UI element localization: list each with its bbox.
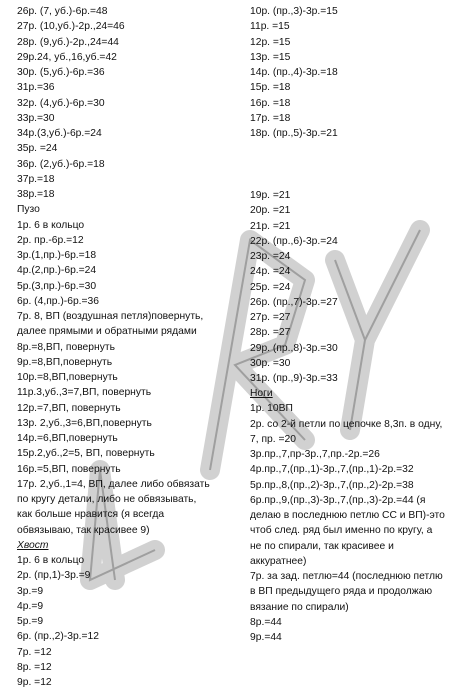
pattern-line: 4р.(2,пр.)-6р.=24 <box>17 265 97 277</box>
pattern-line: 35р. =24 <box>17 143 58 155</box>
pattern-line: 1р. 6 в кольцо <box>17 555 85 566</box>
pattern-line: 6р. (пр.,2)-3р.=12 <box>17 631 99 643</box>
pattern-line: 26р. (пр.,7)-3р.=27 <box>250 296 338 308</box>
pattern-line: 38р.=18 <box>17 189 55 200</box>
pattern-line: 13р. 2,уб.,3=6,ВП,повернуть <box>17 417 152 429</box>
pattern-line: 7р. =12 <box>17 646 52 658</box>
pattern-line: 2р. со 2-й петли по цепочке 8,3п. в одну, <box>250 418 443 430</box>
pattern-line: обвязываю, так красивее 9) <box>17 524 150 536</box>
pattern-line: 16р. =18 <box>250 97 291 109</box>
pattern-line: 32р. (4,уб.)-6р.=30 <box>17 97 105 109</box>
pattern-line: 18р. (пр.,5)-3р.=21 <box>250 128 338 139</box>
pattern-line: 17р. =18 <box>250 112 291 124</box>
pattern-line: 17р. 2,уб.,1=4, ВП, далее либо обвязать <box>17 478 210 490</box>
right-column-top <box>250 4 472 141</box>
pattern-line: 8р.=44 <box>250 616 282 628</box>
pattern-line: 6р.пр.,9,(пр.,3)-3р.,7,(пр.,3)-2р.=44 (я <box>250 494 426 506</box>
pattern-line: 4р.=9 <box>17 600 44 612</box>
pattern-line: 1р. 10ВП <box>250 403 293 415</box>
pattern-line: 5р.=9 <box>17 616 44 627</box>
pattern-line: 7р. 8, ВП (воздушная петля)повернуть, <box>17 311 204 322</box>
pattern-line: 3р.(1,пр.)-6р.=18 <box>17 250 97 261</box>
pattern-line: 10р. (пр.,3)-3р.=15 <box>250 6 338 17</box>
pattern-line: 29р. (пр.,8)-3р.=30 <box>250 342 338 354</box>
pattern-line: 9р.=44 <box>250 632 282 643</box>
pattern-line: 9р.=8,ВП,повернуть <box>17 356 113 368</box>
pattern-line: 10р.=8,ВП,повернуть <box>17 372 118 383</box>
pattern-line: 19р. =21 <box>250 190 291 201</box>
pattern-line: 26р. (7, уб.)-6р.=48 <box>17 6 108 17</box>
pattern-line: 36р. (2,уб.)-6р.=18 <box>17 158 105 170</box>
pattern-line: 21р. =21 <box>250 220 291 232</box>
pattern-line: 14р.=6,ВП,повернуть <box>17 433 118 444</box>
right-column-middle <box>250 188 472 386</box>
pattern-line: 13р. =15 <box>250 51 291 63</box>
pattern-line: 8р.=8,ВП, повернуть <box>17 341 115 353</box>
pattern-line: 7р. за зад. петлю=44 (последнюю петлю <box>250 571 443 582</box>
pattern-line: 5р.пр.,8,(пр.,2)-3р.,7,(пр.,2)-2р.=38 <box>250 479 414 491</box>
pattern-line: далее прямыми и обратными рядами <box>17 326 197 338</box>
pattern-line: 12р. =15 <box>250 36 291 48</box>
pattern-line: 20р. =21 <box>250 205 291 217</box>
pattern-line: аккуратнее) <box>250 555 307 567</box>
pattern-line: 25р. =24 <box>250 281 291 293</box>
pattern-line: 7, пр. =20 <box>250 433 296 445</box>
pattern-line: 30р. (5,уб.)-6р.=36 <box>17 67 105 78</box>
pattern-line: не по спирали, так красивее и <box>250 540 394 552</box>
pattern-line: 23р. =24 <box>250 251 291 262</box>
pattern-line: 6р. (4,пр.)-6р.=36 <box>17 295 99 307</box>
pattern-line: 5р.(3,пр.)-6р.=30 <box>17 280 97 292</box>
pattern-line: 3р.пр.,7,пр-3р.,7,пр.-2р.=26 <box>250 449 380 460</box>
right-column-bottom <box>250 386 472 645</box>
pattern-line: Пузо <box>17 204 40 216</box>
pattern-line: 16р.=5,ВП, повернуть <box>17 463 121 475</box>
pattern-line: 29р.24, уб.,16,уб.=42 <box>17 51 117 63</box>
pattern-line: 28р. (9,уб.)-2р.,24=44 <box>17 36 119 48</box>
section-heading: Ноги <box>250 388 273 399</box>
pattern-line: как больше нравится (я всегда <box>17 509 165 521</box>
pattern-line: делаю в последнюю петлю СС и ВП)-это <box>250 510 445 521</box>
pattern-line: 31р.=36 <box>17 82 55 94</box>
pattern-line: 15р.2,уб.,2=5, ВП, повернуть <box>17 448 155 460</box>
pattern-line: 8р. =12 <box>17 661 52 673</box>
pattern-line: 28р. =27 <box>250 327 291 339</box>
left-column <box>17 4 247 690</box>
pattern-line: 4р.пр.,7,(пр.,1)-3р.,7,(пр.,1)-2р.=32 <box>250 464 414 476</box>
pattern-line: 22р. (пр.,6)-3р.=24 <box>250 235 338 247</box>
pattern-line: 24р. =24 <box>250 266 291 278</box>
pattern-line: по кругу детали, либо не обвязывать, <box>17 494 197 505</box>
pattern-line: 2р. пр.-6р.=12 <box>17 234 84 246</box>
pattern-line: 9р. =12 <box>17 677 52 688</box>
pattern-line: в ВП предыдущего ряда и продолжаю <box>250 586 433 598</box>
section-heading: Хвост <box>17 539 49 551</box>
pattern-line: чтоб след. ряд был именно по кругу, а <box>250 525 433 537</box>
pattern-line: 3р.=9 <box>17 585 44 597</box>
pattern-line: 27р. (10,уб.)-2р.,24=46 <box>17 21 125 33</box>
pattern-line: 14р. (пр.,4)-3р.=18 <box>250 67 338 78</box>
pattern-line: вязание по спирали) <box>250 601 349 613</box>
pattern-line: 11р. =15 <box>250 21 290 33</box>
pattern-line: 15р. =18 <box>250 82 291 94</box>
pattern-line: 11р.3,уб.,3=7,ВП, повернуть <box>17 387 152 399</box>
pattern-line: 37р.=18 <box>17 173 55 185</box>
pattern-line: 12р.=7,ВП, повернуть <box>17 402 121 414</box>
pattern-line: 2р. (пр,1)-3р.=9 <box>17 570 91 582</box>
pattern-line: 34р.(3,уб.)-6р.=24 <box>17 128 102 139</box>
pattern-line: 30р. =30 <box>250 357 291 369</box>
pattern-line: 31р. (пр.,9)-3р.=33 <box>250 373 338 384</box>
pattern-line: 33р.=30 <box>17 112 55 124</box>
pattern-line: 27р. =27 <box>250 312 291 323</box>
pattern-line: 1р. 6 в кольцо <box>17 219 85 231</box>
